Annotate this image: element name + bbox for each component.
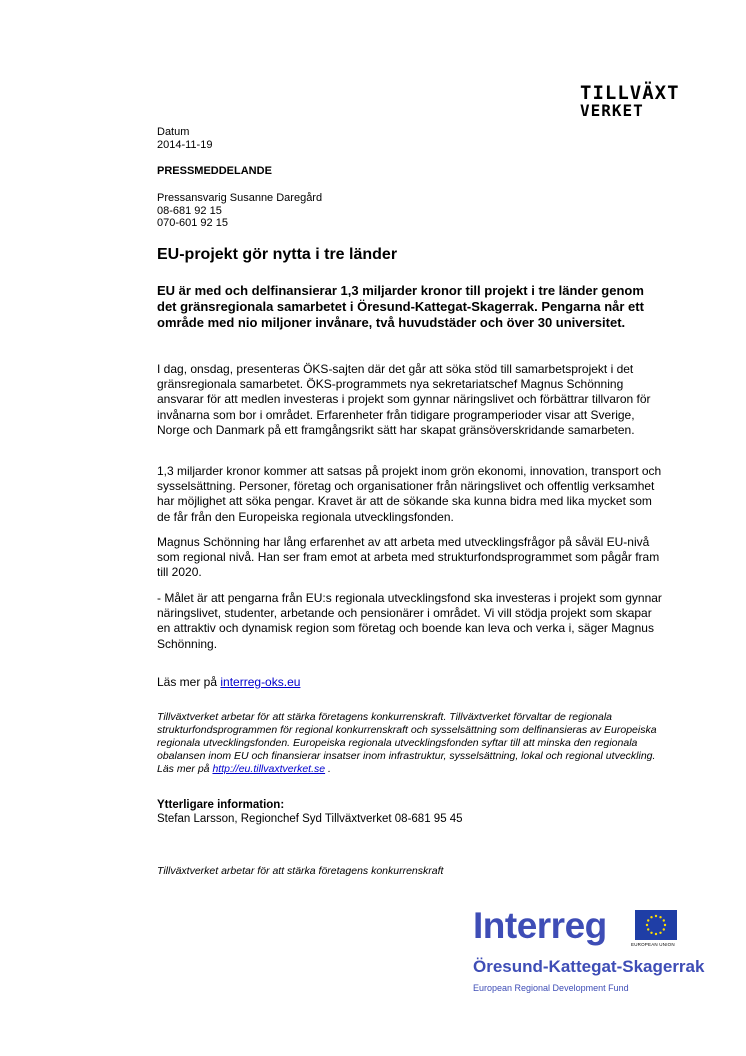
press-contact-name: Pressansvarig Susanne Daregård: [157, 192, 323, 204]
body-paragraph-3: Magnus Schönning har lång erfarenhet av att arbeta med utvecklingsfrågor på såväl EU-nivå som regional nivå. Han ser fram emot at arbeta med strukturfondsprogrammet som pågår fram till 2020.: [157, 535, 660, 580]
press-contact-block: [157, 192, 322, 230]
eu-star: [664, 924, 666, 926]
eu-star: [663, 928, 665, 930]
more-info-contact: Stefan Larsson, Regionchef Syd Tillväxtverket 08-681 95 45: [157, 813, 463, 825]
date-block: [157, 126, 212, 151]
eu-star: [659, 916, 661, 918]
read-more-line: [157, 675, 662, 690]
logo-line-2: VERKET: [580, 101, 644, 120]
about-text: Tillväxtverket arbetar för att stärka företagens konkurrenskraft. Tillväxtverket förvaltar de regionala strukturfondsprogrammen för regional konkurrenskraft och sysselsättning som delfinansieras av Europeiska regionala utvecklingsfonden. Europeiska regionala utvecklingsfonden syftar till att minska den regionala obalansen inom EU och finansierar insatser inom infrastruktur, sysselsättning, lokal och regional utveckling. Läs mer på: [157, 711, 657, 775]
more-info-heading: Ytterligare information:: [157, 799, 285, 811]
press-contact-phone-2: 070-601 92 15: [157, 217, 228, 229]
eu-star: [647, 919, 649, 921]
eu-flag-icon: [635, 910, 677, 940]
body-paragraph-1: I dag, onsdag, presenteras ÖKS-sajten där det går att söka stöd till samarbetsprojekt i det gränsregionala samarbetet. ÖKS-programmets nya sekretariatschef Magnus Schönning ansvarar för att medlen investeras i projekt som gynnar näringslivet och förbättrar tillvaron för invånarna som bor i området. Erfarenheter från tidigare programperioder visar att Sverige, Norge och Danmark på ett framgångsrikt sätt har skapat gränsöverskridande samarbeten.: [157, 362, 651, 437]
eu-star: [655, 915, 657, 917]
tillvaxtverket-eu-link[interactable]: http://eu.tillvaxtverket.se: [212, 763, 326, 775]
eu-star: [663, 919, 665, 921]
body-paragraph-2: 1,3 miljarder kronor kommer att satsas på projekt inom grön ekonomi, innovation, transport och sysselsättning. Personer, företag och organisationer från näringslivet och offentlig verksamhet har möjlighet att söka pengar. Kravet är att de sökande ska kunna bidra med lika mycket som de får från den Europeiska regionala utvecklingsfonden.: [157, 464, 662, 524]
document-type: PRESSMEDDELANDE: [157, 165, 272, 177]
about-suffix: .: [325, 763, 331, 775]
eu-star: [659, 932, 661, 934]
eu-star: [650, 916, 652, 918]
read-more-prefix: Läs mer på: [157, 675, 221, 689]
program-region: Öresund-Kattegat-Skagerrak: [473, 957, 705, 976]
more-info-block: [157, 798, 657, 826]
date-label: Datum: [157, 126, 190, 138]
about-tillvaxtverket: [157, 711, 662, 776]
page-title: EU-projekt gör nytta i tre länder: [157, 246, 398, 263]
tillvaxtverket-logo: [580, 84, 690, 128]
logo-line-1: TILLVÄXT: [580, 82, 680, 104]
eu-star: [655, 933, 657, 935]
eu-caption: EUROPEAN UNION: [631, 942, 675, 947]
eu-star: [647, 928, 649, 930]
eu-star: [650, 932, 652, 934]
date-value: 2014-11-19: [157, 138, 213, 151]
interreg-oks-link[interactable]: interreg-oks.eu: [220, 675, 301, 689]
footer-note: Tillväxtverket arbetar för att stärka företagens konkurrenskraft: [157, 865, 444, 877]
press-contact-phone-1: 08-681 92 15: [157, 204, 222, 217]
interreg-wordmark: Interreg: [473, 905, 607, 946]
lead-paragraph: EU är med och delfinansierar 1,3 miljarder kronor till projekt i tre länder genom det gränsregionala samarbetet i Öresund-Kattegat-Skagerrak. Pengarna når ett område med nio miljoner invånare, två huvudstäder och över 30 universitet.: [157, 283, 644, 330]
body-paragraph-4: - Målet är att pengarna från EU:s regionala utvecklingsfond ska investeras i projekt som gynnar näringslivet, studenter, arbetande och pensionärer i området. Vi vill stödja projekt som skapar en attraktiv och dynamisk region som företag och boende kan leva och verka i, säger Magnus Schönning.: [157, 591, 662, 651]
interreg-logo: [473, 905, 705, 1005]
fund-name: European Regional Development Fund: [473, 983, 629, 993]
eu-star: [646, 924, 648, 926]
